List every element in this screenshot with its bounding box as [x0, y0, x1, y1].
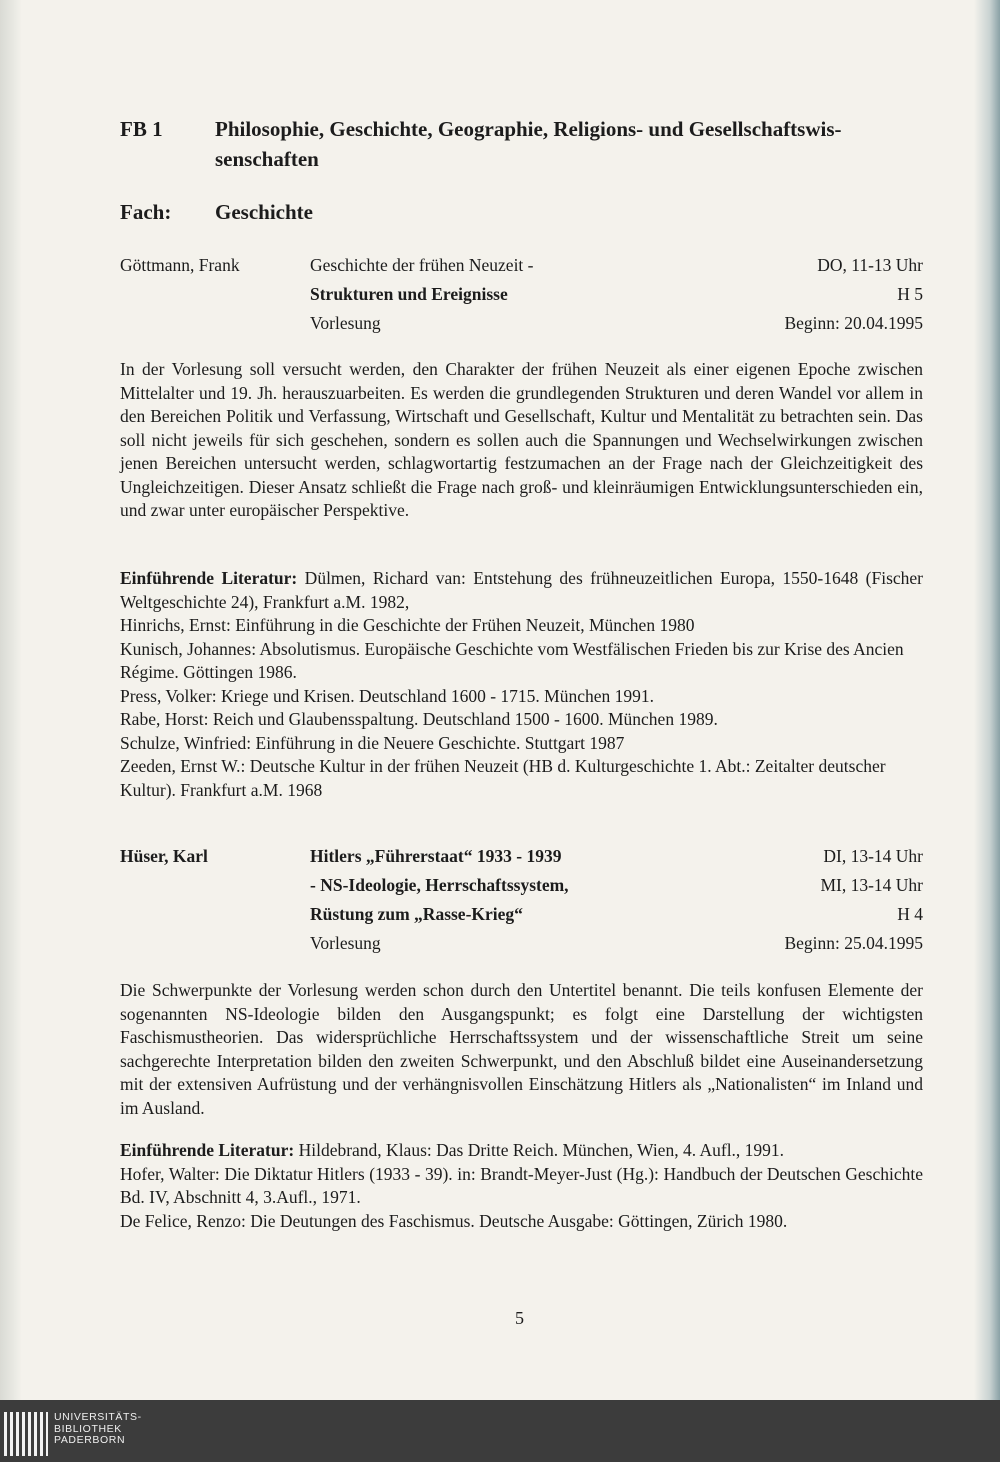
course-type: Vorlesung [310, 313, 381, 333]
literature-entry: Kunisch, Johannes: Absolutismus. Europäische Geschichte vom Westfälischen Frieden bis zur Krise des Ancien Régime. Göttingen 1986. [120, 638, 904, 682]
course-entry-hueser [120, 842, 923, 958]
course-lecturer: Göttmann, Frank [120, 255, 240, 275]
course-title-line1: Hitlers „Führerstaat“ 1933 - 1939 [310, 846, 562, 866]
literature-label: Einführende Literatur: [120, 568, 298, 588]
library-name: UNIVERSITÄTS- BIBLIOTHEK PADERBORN [54, 1411, 142, 1446]
library-footer [0, 1400, 1000, 1462]
course-room: H 5 [897, 284, 923, 304]
literature-entry: Hinrichs, Ernst: Einführung in die Geschichte der Frühen Neuzeit, München 1980 [120, 615, 695, 635]
course-title-line2: Strukturen und Ereignisse [310, 284, 508, 304]
course-description-text: In der Vorlesung soll versucht werden, den Charakter der frühen Neuzeit als einer eigenen Epoche zwischen Mittelalter und 19. Jh. herauszuarbeiten. Es werden die grundlegenden Strukturen und deren Wandel vor allem in den Bereichen Politik und Verfassung, Wirtschaft und Gesellschaft, Kultur und Mentalität zu betrachten sein. Das soll nicht jeweils für sich geschehen, sondern es sollen auch die Spannungen und Wechselwirkungen zwischen jenen Bereichen untersucht werden, schlagwortartig festzumachen an der Frage nach der Gleichzeitigkeit des Ungleichzeitigen. Dieser Ansatz schließt die Frage nach groß- und kleinräumigen Entwicklungsunterschieden ein, und zwar unter europäischer Perspektive. [120, 359, 923, 520]
course-lecturer: Hüser, Karl [120, 846, 208, 866]
literature-entry: Rabe, Horst: Reich und Glaubensspaltung. Deutschland 1500 - 1600. München 1989. [120, 709, 718, 729]
course-description-text: Die Schwerpunkte der Vorlesung werden schon durch den Untertitel benannt. Die teils konfusen Elemente der sogenannten NS-Ideologie bilden den Ausgangspunkt; es folgt eine Darstellung der wichtigsten Faschismustheorien. Das widersprüchliche Herrschaftssystem und der wissenschaftliche Streit um seine sachgerechte Interpretation bilden den zweiten Schwerpunkt, und den Abschluß bildet eine Auseinandersetzung mit der extensiven Aufrüstung und der verhängnisvollen Einschätzung Hitlers als „Nationalisten“ im Inland und im Ausland. [120, 980, 923, 1118]
course-time-2: MI, 13-14 Uhr [820, 875, 923, 895]
course-title-line1: Geschichte der frühen Neuzeit - [310, 255, 534, 275]
course-title-line2: - NS-Ideologie, Herrschaftssystem, [310, 875, 569, 895]
subject-value: Geschichte [215, 200, 313, 224]
library-logo-icon [4, 1412, 48, 1456]
subject-label: Fach: [120, 200, 172, 224]
course-begin: Beginn: 20.04.1995 [784, 313, 923, 333]
course-time: DO, 11-13 Uhr [817, 255, 923, 275]
literature-entry: Hildebrand, Klaus: Das Dritte Reich. München, Wien, 4. Aufl., 1991. [294, 1140, 785, 1160]
literature-list-goettmann [120, 567, 923, 802]
literature-list-hueser [120, 1139, 923, 1233]
department-title: Philosophie, Geschichte, Geographie, Religions- und Gesellschaftswis- senschaften [215, 117, 842, 171]
course-title-line3: Rüstung zum „Rasse-Krieg“ [310, 904, 523, 924]
course-description-goettmann [120, 358, 923, 523]
literature-label: Einführende Literatur: [120, 1140, 295, 1160]
course-time-1: DI, 13-14 Uhr [823, 846, 923, 866]
course-room: H 4 [897, 904, 923, 924]
page-edge-left [0, 0, 22, 1400]
literature-entry: Hofer, Walter: Die Diktatur Hitlers (1933 - 39). in: Brandt-Meyer-Just (Hg.): Handbuch der Deutschen Geschichte Bd. IV, Abschnitt 4, 3.Aufl., 1971. [120, 1163, 923, 1207]
literature-entry: De Felice, Renzo: Die Deutungen des Faschismus. Deutsche Ausgabe: Göttingen, Zürich 1980. [120, 1210, 788, 1231]
literature-entry: Zeeden, Ernst W.: Deutsche Kultur in der frühen Neuzeit (HB d. Kulturgeschichte 1. Abt.: Zeitalter deutscher Kultur). Frankfurt a.M. 1968 [120, 756, 886, 800]
literature-entry: Dülmen, Richard van: Entstehung des frühneuzeitlichen Europa, 1550-1648 (Fischer Weltgeschichte 24), Frankfurt a.M. 1982, [120, 568, 923, 612]
department-code: FB 1 [120, 117, 163, 141]
course-begin: Beginn: 25.04.1995 [784, 933, 923, 953]
course-description-hueser [120, 979, 923, 1120]
literature-entry: Schulze, Winfried: Einführung in die Neuere Geschichte. Stuttgart 1987 [120, 732, 625, 753]
literature-entry: Press, Volker: Kriege und Krisen. Deutschland 1600 - 1715. München 1991. [120, 685, 654, 706]
course-type: Vorlesung [310, 933, 381, 953]
page-edge-right [974, 0, 1000, 1400]
course-entry-goettmann [120, 251, 923, 338]
page-number: 5 [515, 1308, 524, 1328]
